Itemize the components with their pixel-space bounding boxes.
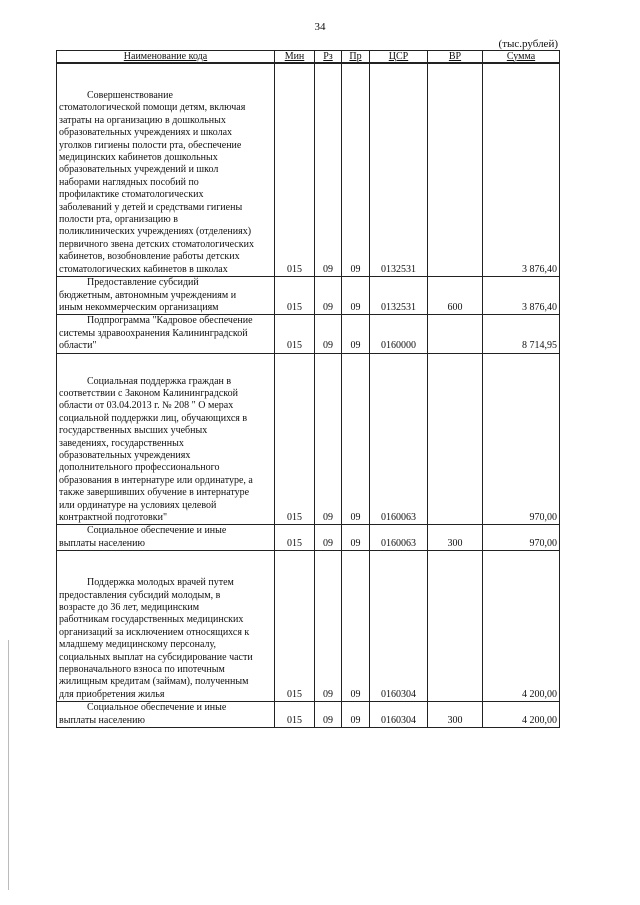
- row-sum-cell: 4 200,00: [483, 551, 560, 702]
- row-name-line: заведениях, государственных: [59, 437, 184, 449]
- table-body: [57, 63, 560, 728]
- row-sum-cell: 970,00: [483, 525, 560, 551]
- row-name-line: Подпрограмма "Кадровое обеспечение: [87, 315, 253, 327]
- row-name-line: социальной поддержки лиц, обучающихся в: [59, 412, 248, 424]
- row-rz-cell: 09: [315, 702, 342, 728]
- row-name-line: полости рта, организацию в: [59, 214, 178, 226]
- row-pr-cell: 09: [342, 702, 370, 728]
- row-min-cell: 015: [275, 277, 315, 315]
- row-name-line: Социальная поддержка граждан в: [87, 375, 232, 387]
- row-name-line: социальных выплат на субсидирование части: [59, 651, 253, 663]
- row-name-line: также завершивших обучение в интернатуре: [59, 487, 250, 499]
- table-row: [57, 277, 560, 315]
- row-csr-cell: 0160304: [370, 702, 428, 728]
- row-rz-cell: 09: [315, 315, 342, 353]
- row-min-cell: 015: [275, 702, 315, 728]
- row-pr-cell: 09: [342, 277, 370, 315]
- row-name-line: первичного звена детских стоматологических: [59, 238, 254, 250]
- row-name-line: затраты на организацию в дошкольных: [59, 114, 226, 126]
- row-sum-cell: 970,00: [483, 353, 560, 525]
- row-name-line: области": [59, 340, 97, 352]
- row-name-line: стоматологических кабинетов в школах: [59, 263, 228, 275]
- row-name-line: для приобретения жилья: [59, 688, 165, 700]
- col-header-min: Мин: [275, 51, 315, 64]
- row-csr-cell: 0160063: [370, 525, 428, 551]
- row-name-line: государственных высших учебных: [59, 425, 208, 437]
- table-row: [57, 353, 560, 525]
- row-csr-cell: 0160304: [370, 551, 428, 702]
- row-name-line: образовательных учреждений и школ: [59, 164, 219, 176]
- row-csr-cell: 0132531: [370, 63, 428, 277]
- row-name-cell: [57, 525, 275, 551]
- scan-edge-line: [8, 640, 9, 890]
- table-row: [57, 315, 560, 353]
- row-name-cell: [57, 277, 275, 315]
- row-rz-cell: 09: [315, 63, 342, 277]
- col-header-rz: Рз: [315, 51, 342, 64]
- row-sum-cell: 3 876,40: [483, 277, 560, 315]
- row-pr-cell: 09: [342, 551, 370, 702]
- table-row: [57, 551, 560, 702]
- row-name-line: организаций за исключением относящихся к: [59, 626, 250, 638]
- row-rz-cell: 09: [315, 277, 342, 315]
- budget-table: [56, 50, 560, 728]
- col-header-name: Наименование кода: [57, 51, 275, 64]
- col-header-sum: Сумма: [483, 51, 560, 64]
- row-rz-cell: 09: [315, 551, 342, 702]
- row-name-line: жилищным кредитам (займам), полученным: [59, 676, 249, 688]
- row-name-line: области от 03.04.2013 г. № 208 " О мерах: [59, 400, 234, 412]
- row-name-line: кабинетов, возобновление работы детских: [59, 251, 240, 263]
- row-csr-cell: 0160063: [370, 353, 428, 525]
- row-vr-cell: [428, 551, 483, 702]
- col-header-pr: Пр: [342, 51, 370, 64]
- row-name-line: профилактике стоматологических: [59, 189, 204, 201]
- row-name-cell: [57, 551, 275, 702]
- row-name-line: Предоставление субсидий: [87, 277, 199, 289]
- row-name-line: или ординатуре на условиях целевой: [59, 499, 217, 511]
- col-header-csr: ЦСР: [370, 51, 428, 64]
- row-rz-cell: 09: [315, 525, 342, 551]
- table-row: [57, 63, 560, 277]
- row-pr-cell: 09: [342, 525, 370, 551]
- row-name-line: образовательных учреждениях: [59, 449, 191, 461]
- row-pr-cell: 09: [342, 353, 370, 525]
- row-vr-cell: [428, 353, 483, 525]
- row-name-cell: [57, 353, 275, 525]
- row-pr-cell: 09: [342, 63, 370, 277]
- row-name-line: поликлинических учреждениях (отделениях): [59, 226, 252, 238]
- row-name-line: Социальное обеспечение и иные: [87, 525, 227, 537]
- row-name-line: образовательных учреждениях и школах: [59, 127, 233, 139]
- row-name-line: заболеваний у детей и средствами гигиены: [59, 201, 243, 213]
- row-name-line: образования в интернатуре или ординатуре, а: [59, 474, 253, 486]
- row-name-line: системы здравоохранения Калининградской: [59, 327, 248, 339]
- row-sum-cell: 4 200,00: [483, 702, 560, 728]
- row-name-cell: [57, 63, 275, 277]
- row-sum-cell: 8 714,95: [483, 315, 560, 353]
- row-vr-cell: [428, 63, 483, 277]
- row-name-line: дополнительного профессионального: [59, 462, 220, 474]
- row-name-line: младшему медицинскому персоналу,: [59, 639, 216, 651]
- row-pr-cell: 09: [342, 315, 370, 353]
- row-vr-cell: [428, 315, 483, 353]
- row-min-cell: 015: [275, 551, 315, 702]
- row-name-line: Совершенствование: [87, 90, 173, 101]
- row-name-line: возрасте до 36 лет, медицинским: [59, 602, 200, 614]
- page-number: 34: [314, 21, 326, 33]
- row-name-line: уголков гигиены полости рта, обеспечение: [59, 139, 242, 151]
- row-csr-cell: 0132531: [370, 277, 428, 315]
- row-name-line: иным некоммерческим организациям: [59, 301, 219, 313]
- row-min-cell: 015: [275, 315, 315, 353]
- row-name-line: контрактной подготовки": [59, 512, 168, 523]
- row-sum-cell: 3 876,40: [483, 63, 560, 277]
- col-header-vr: ВР: [428, 51, 483, 64]
- row-name-line: работникам государственных медицинских: [59, 614, 244, 626]
- row-vr-cell: 600: [428, 277, 483, 315]
- row-name-line: первоначального взноса по ипотечным: [59, 664, 225, 676]
- units-label: (тыс.рублей): [498, 38, 558, 50]
- row-name-line: Поддержка молодых врачей путем: [87, 577, 234, 589]
- row-name-line: выплаты населению: [59, 714, 145, 726]
- row-name-line: наборами наглядных пособий по: [59, 176, 199, 188]
- row-name-cell: [57, 315, 275, 353]
- row-csr-cell: 0160000: [370, 315, 428, 353]
- row-name-line: предоставления субсидий молодым, в: [59, 589, 221, 601]
- row-min-cell: 015: [275, 525, 315, 551]
- row-name-cell: [57, 702, 275, 728]
- row-name-line: медицинских кабинетов дошкольных: [59, 152, 218, 164]
- row-name-line: выплаты населению: [59, 537, 145, 549]
- table-row: [57, 702, 560, 728]
- header-row: [57, 51, 560, 64]
- row-name-line: стоматологической помощи детям, включая: [59, 102, 246, 114]
- row-min-cell: 015: [275, 353, 315, 525]
- row-name-line: бюджетным, автономным учреждениям и: [59, 289, 237, 301]
- row-vr-cell: 300: [428, 702, 483, 728]
- row-name-line: соответствии с Законом Калининградской: [59, 387, 238, 399]
- row-name-line: Социальное обеспечение и иные: [87, 702, 227, 714]
- row-min-cell: 015: [275, 63, 315, 277]
- row-rz-cell: 09: [315, 353, 342, 525]
- row-vr-cell: 300: [428, 525, 483, 551]
- table-row: [57, 525, 560, 551]
